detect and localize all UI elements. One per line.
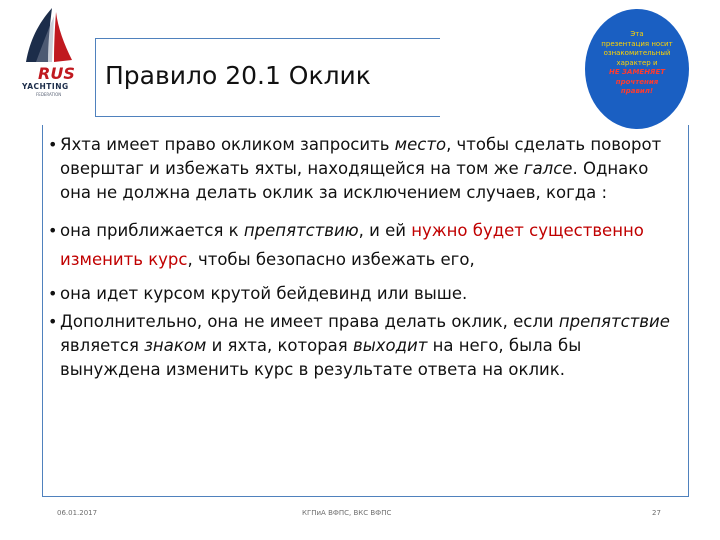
bullet-text: Яхта имеет право окликом запросить (60, 135, 395, 154)
disclaimer-line: презентация носит ознакомительный характер и (601, 39, 673, 67)
footer-date: 06.01.2017 (57, 509, 98, 517)
logo-subtitle: YACHTING (22, 82, 69, 91)
disclaimer-warning: НЕ ЗАМЕНЯЕТ (608, 68, 666, 76)
bullet-text: . Однако она не должна делать оклик за исключением случаев, когда : (60, 159, 649, 202)
bullet-text: на него, была бы вынуждена изменить курс в результате ответа на оклик. (60, 336, 582, 379)
bullet-term: препятствию (243, 221, 359, 240)
title-frame (95, 38, 440, 117)
footer-page-number: 27 (652, 509, 661, 517)
logo-caption: FEDERATION (36, 92, 62, 97)
bullet-term: препятствие (558, 312, 670, 331)
bullet-text: Дополнительно, она не имеет права делать оклик, если (60, 312, 559, 331)
bullet-text: , чтобы сделать поворот оверштаг и избежать яхты, находящейся на том же (60, 135, 662, 178)
logo-word: RUS (38, 64, 75, 83)
bullet-text: является (60, 336, 145, 355)
disclaimer-badge (585, 9, 689, 129)
bullet-text: она приближается к (60, 221, 244, 240)
sail-logo-icon (8, 6, 92, 66)
bullet-text: и яхта, которая (206, 336, 353, 355)
bullet-item (48, 133, 678, 205)
disclaimer-line: Эта (630, 30, 644, 38)
slide-title: Правило 20.1 Оклик (105, 61, 371, 90)
bullet-text: она идет курсом крутой бейдевинд или выше. (60, 284, 468, 303)
disclaimer-warning: прочтения (615, 77, 659, 86)
bullet-item (48, 282, 678, 306)
bullet-emphasis: нужно будет существенно изменить курс (60, 221, 644, 269)
bullet-item (48, 216, 678, 274)
bullet-text: , чтобы безопасно избежать его, (187, 250, 475, 269)
disclaimer-warning: правил! (620, 87, 654, 95)
rus-yachting-logo (8, 6, 92, 97)
bullet-term: галсе (523, 159, 573, 178)
bullet-term: знаком (144, 336, 207, 355)
bullet-term: выходит (352, 336, 428, 355)
bullet-list (48, 133, 678, 382)
bullet-text: , и ей (358, 221, 412, 240)
footer-organization: КГПиА ВФПС, ВКС ВФПС (302, 509, 392, 517)
bullet-item (48, 310, 678, 382)
bullet-term: место (394, 135, 447, 154)
